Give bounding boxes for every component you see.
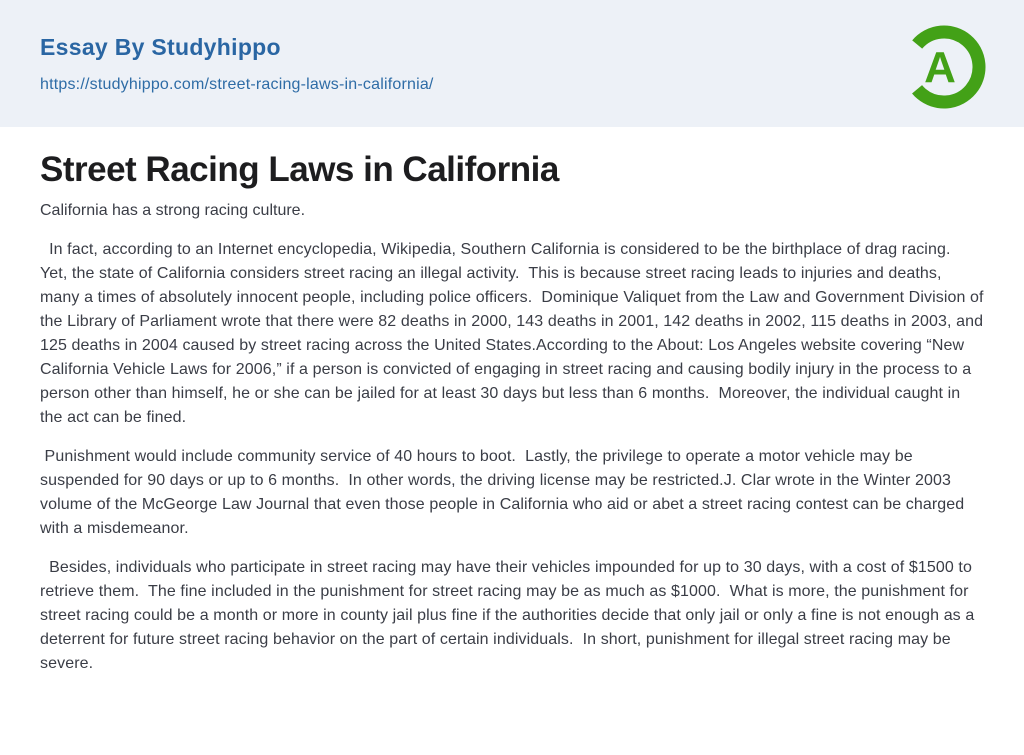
page-url[interactable]: https://studyhippo.com/street-racing-laws-in-california/	[40, 75, 434, 93]
article-paragraph-1: In fact, according to an Internet encyclopedia, Wikipedia, Southern California is considered to be the birthplace of drag racing. Yet, the state of California considers street racing an illegal activity. This is because street racing leads to injuries and deaths, many a times of absolutely innocent people, including police officers. Dominique Valiquet from the Law and Government Division of the Library of Parliament wrote that there were 82 deaths in 2000, 143 deaths in 2001, 142 deaths in 2002, 115 deaths in 2003, and 125 deaths in 2004 caused by street racing across the United States.According to the About: Los Angeles website covering “New California Vehicle Laws for 2006,” if a person is convicted of engaging in street racing and causing bodily injury in the process to a person other than himself, he or she can be jailed for at least 30 days but less than 6 months. Moreover, the individual caught in the act can be fined.	[40, 241, 989, 426]
site-title: Essay By Studyhippo	[40, 33, 281, 60]
article-title: Street Racing Laws in California	[40, 150, 559, 189]
article-subtitle: California has a strong racing culture.	[40, 202, 306, 219]
logo-letter: A	[924, 42, 956, 92]
article-paragraph-2: Punishment would include community service of 40 hours to boot. Lastly, the privilege to operate a motor vehicle may be suspended for 90 days or up to 6 months. In other words, the driving license may be restricted.J. Clar wrote in the Winter 2003 volume of the McGeorge Law Journal that even those people in California who aid or abet a street racing contest can be charged with a misdemeanor.	[40, 448, 969, 537]
studyhippo-logo	[902, 25, 986, 109]
header-text-block	[40, 34, 434, 94]
article	[0, 127, 1024, 676]
page-header	[0, 0, 1024, 127]
logo-arc-icon	[902, 25, 986, 109]
article-paragraph-3: Besides, individuals who participate in street racing may have their vehicles impounded for up to 30 days, with a cost of $1500 to retrieve them. The fine included in the punishment for street racing may be as much as $1000. What is more, the punishment for street racing could be a month or more in county jail plus fine if the authorities decide that only jail or only a fine is not enough as a deterrent for future street racing behavior on the part of certain individuals. In short, punishment for illegal street racing may be severe.	[40, 559, 979, 672]
